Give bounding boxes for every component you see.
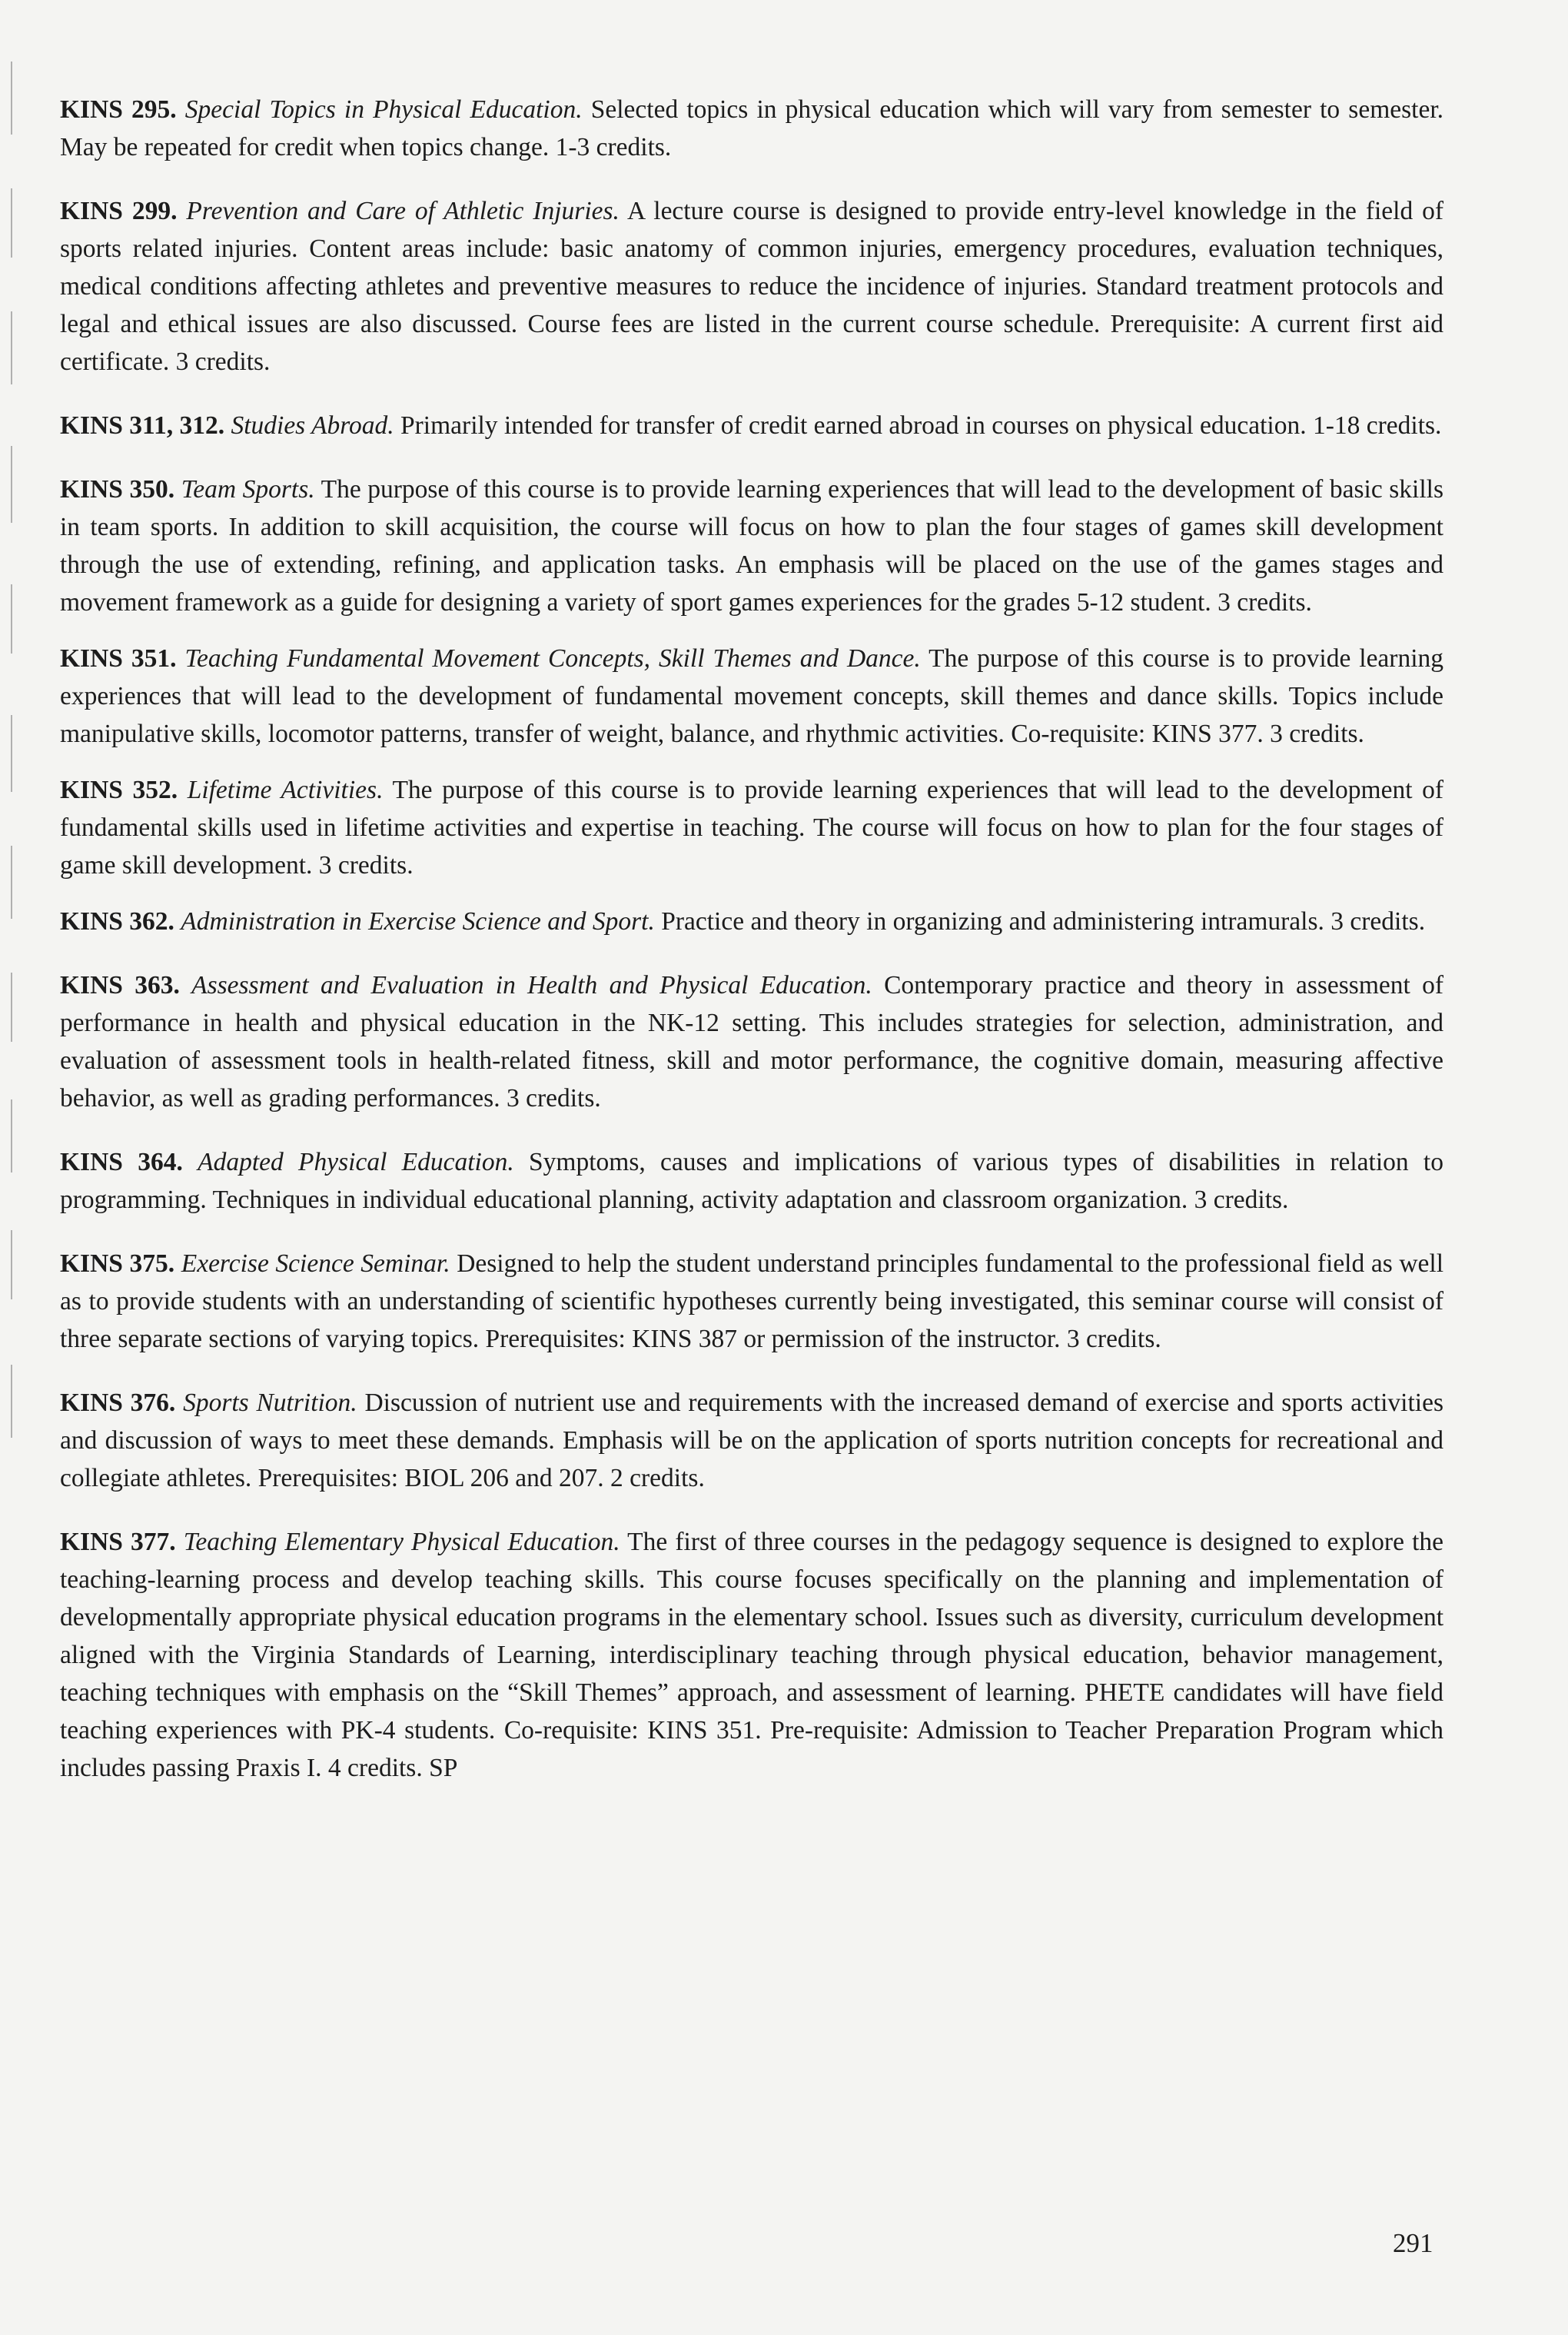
- course-catalog-page: [60, 91, 1443, 1787]
- course-entry: [60, 1384, 1443, 1497]
- course-title: Administration in Exercise Science and Sport.: [181, 907, 655, 936]
- course-description: Discussion of nutrient use and requirements with the increased demand of exercise and sports activities and discussion of ways to meet these demands. Emphasis will be on the application of sports nutrition concepts for recreational and collegiate athletes. Prerequisites: BIOL 206 and 207. 2 credits.: [60, 1389, 1444, 1492]
- course-description: The purpose of this course is to provide learning experiences that will lead to the development of fundamental skills used in lifetime activities and expertise in teaching. The course will focus on how to plan for the four stages of game skill development. 3 credits.: [60, 776, 1444, 880]
- course-title: Adapted Physical Education.: [198, 1148, 514, 1176]
- course-description: Symptoms, causes and implications of various types of disabilities in relation to programming. Techniques in individual educational planning, activity adaptation and classroom organization. 3 credits.: [60, 1148, 1443, 1214]
- course-code: KINS 377.: [60, 1528, 176, 1556]
- margin-mark: [11, 1099, 12, 1172]
- course-code: KINS 295.: [60, 95, 177, 124]
- course-title: Studies Abroad.: [231, 411, 394, 440]
- course-entry: [60, 640, 1443, 753]
- course-entry: [60, 471, 1443, 621]
- course-entry: [60, 903, 1443, 940]
- course-title: Assessment and Evaluation in Health and Physical Education.: [191, 971, 872, 1000]
- page-number: 291: [1393, 2228, 1433, 2258]
- course-entry: [60, 407, 1443, 444]
- course-description: The purpose of this course is to provide learning experiences that will lead to the development of fundamental movement concepts, skill themes and dance skills. Topics include manipulative skills, locomotor patterns, transfer of weight, balance, and rhythmic activities. Co-requisite: KINS 377. 3 credits.: [60, 644, 1444, 748]
- margin-mark: [11, 973, 12, 1042]
- margin-mark: [11, 188, 12, 258]
- course-description: Primarily intended for transfer of credit earned abroad in courses on physical education. 1-18 credits.: [400, 411, 1442, 440]
- course-code: KINS 299.: [60, 197, 178, 225]
- course-code: KINS 363.: [60, 971, 180, 1000]
- margin-mark: [11, 311, 12, 384]
- course-title: Sports Nutrition.: [183, 1389, 357, 1417]
- margin-mark: [11, 1230, 12, 1299]
- course-code: KINS 375.: [60, 1249, 175, 1278]
- course-title: Teaching Elementary Physical Education.: [183, 1528, 620, 1556]
- course-code: KINS 376.: [60, 1389, 176, 1417]
- course-description: The first of three courses in the pedagogy sequence is designed to explore the teaching-learning process and develop teaching skills. This course focuses specifically on the planning and implementation of developmentally appropriate physical education programs in the elementary school. Issues such as diversity, curriculum development aligned with the Virginia Standards of Learning, interdisciplinary teaching through physical education, behavior management, teaching techniques with emphasis on the “Skill Themes” approach, and assessment of learning. PHETE candidates will have field teaching experiences with PK-4 students. Co-requisite: KINS 351. Pre-requisite: Admission to Teacher Preparation Program which includes passing Praxis I. 4 credits. SP: [60, 1528, 1443, 1782]
- course-code: KINS 362.: [60, 907, 174, 936]
- course-title: Lifetime Activities.: [187, 776, 384, 804]
- margin-mark: [11, 1365, 12, 1438]
- course-entry: [60, 1523, 1443, 1787]
- margin-mark: [11, 584, 12, 654]
- course-title: Team Sports.: [181, 475, 315, 504]
- course-code: KINS 311, 312.: [60, 411, 225, 440]
- course-entry: [60, 91, 1443, 166]
- course-description: Contemporary practice and theory in assessment of performance in health and physical education in the NK-12 setting. This includes strategies for selection, administration, and evaluation of assessment tools in health-related fitness, skill and motor performance, the cognitive domain, measuring affective behavior, as well as grading performances. 3 credits.: [60, 971, 1444, 1113]
- course-code: KINS 351.: [60, 644, 177, 673]
- margin-mark: [11, 715, 12, 792]
- course-description: Practice and theory in organizing and administering intramurals. 3 credits.: [661, 907, 1426, 936]
- course-code: KINS 350.: [60, 475, 175, 504]
- course-title: Teaching Fundamental Movement Concepts, Skill Themes and Dance.: [184, 644, 921, 673]
- margin-mark: [11, 846, 12, 919]
- course-description: Selected topics in physical education which will vary from semester to semester. May be repeated for credit when topics change. 1-3 credits.: [60, 95, 1444, 161]
- course-entry: [60, 966, 1443, 1117]
- margin-mark: [11, 62, 12, 135]
- course-entry: [60, 192, 1443, 381]
- course-entry: [60, 771, 1443, 884]
- course-description: A lecture course is designed to provide entry-level knowledge in the field of sports related injuries. Content areas include: basic anatomy of common injuries, emergency procedures, evaluation techniques, medical conditions affecting athletes and preventive measures to reduce the incidence of injuries. Standard treatment protocols and legal and ethical issues are also discussed. Course fees are listed in the current course schedule. Prerequisite: A current first aid certificate. 3 credits.: [60, 197, 1444, 376]
- course-title: Prevention and Care of Athletic Injuries.: [186, 197, 620, 225]
- course-code: KINS 364.: [60, 1148, 183, 1176]
- margin-mark: [11, 446, 12, 523]
- course-title: Special Topics in Physical Education.: [184, 95, 583, 124]
- course-entry: [60, 1245, 1443, 1358]
- course-code: KINS 352.: [60, 776, 178, 804]
- course-title: Exercise Science Seminar.: [181, 1249, 450, 1278]
- course-description: Designed to help the student understand principles fundamental to the professional field as well as to provide students with an understanding of scientific hypotheses currently being investigated, this seminar course will consist of three separate sections of varying topics. Prerequisites: KINS 387 or permission of the instructor. 3 credits.: [60, 1249, 1444, 1353]
- course-description: The purpose of this course is to provide learning experiences that will lead to the development of basic skills in team sports. In addition to skill acquisition, the course will focus on how to plan the four stages of games skill development through the use of extending, refining, and application tasks. An emphasis will be placed on the use of the games stages and movement framework as a guide for designing a variety of sport games experiences for the grades 5-12 student. 3 credits.: [60, 475, 1444, 617]
- course-entry: [60, 1143, 1443, 1219]
